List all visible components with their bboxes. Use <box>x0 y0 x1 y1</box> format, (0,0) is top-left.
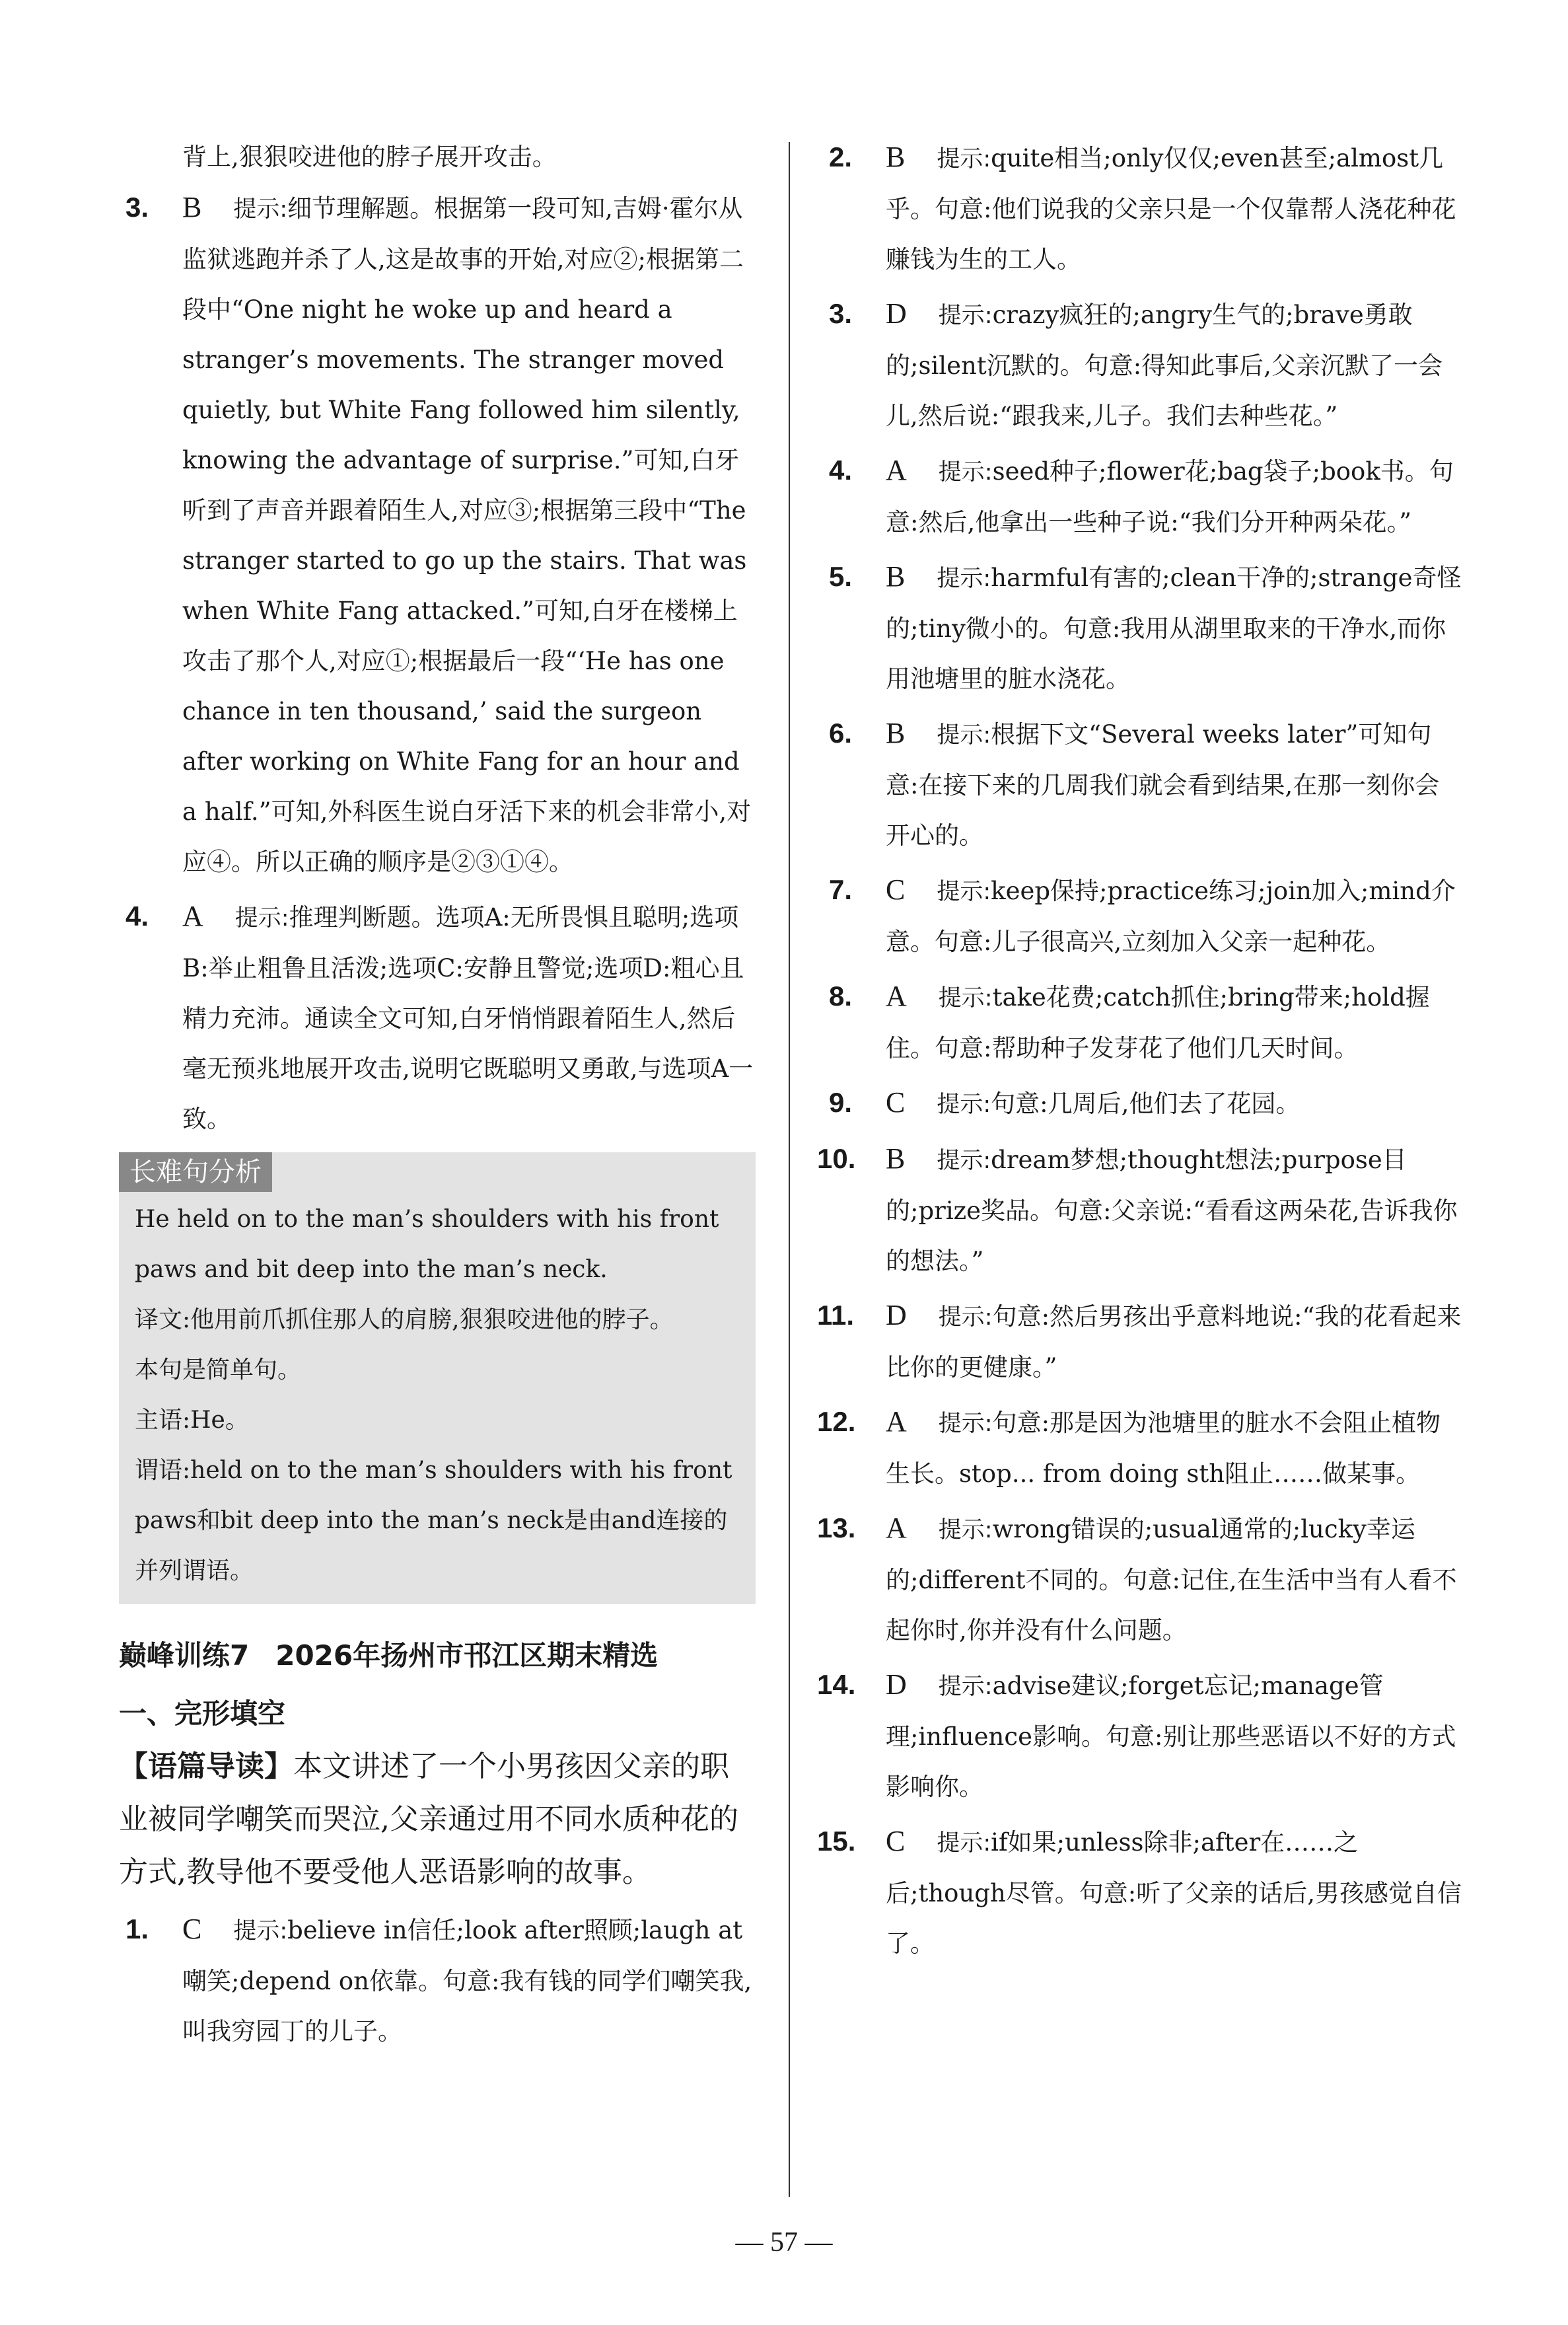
answer-item <box>817 1134 1463 1286</box>
section-title-b: 2026年扬州市邗江区期末精选 <box>275 1639 659 1672</box>
item-number: 11. <box>817 1300 855 1331</box>
answer-item <box>822 971 1463 1074</box>
item-number: 9. <box>829 1087 853 1118</box>
hint-label: 提示: <box>233 1918 288 1944</box>
item-explanation: 句意:然后男孩出乎意料地说:“我的花看起来比你的更健康。” <box>886 1302 1462 1382</box>
item-number: 5. <box>829 561 853 592</box>
right-column <box>817 132 1463 1973</box>
continuation-text: 背上,狠狠咬进他的脖子展开攻击。 <box>182 143 557 171</box>
answer-item <box>822 289 1463 441</box>
item-number: 7. <box>829 874 853 905</box>
answer-item <box>822 552 1463 704</box>
hint-label: 提示: <box>234 905 289 932</box>
intro-tag: 【语篇导读】 <box>119 1750 293 1783</box>
section-title-a: 巅峰训练7 <box>119 1639 250 1672</box>
item-number: 14. <box>817 1669 856 1700</box>
answer-item <box>817 1816 1463 1969</box>
sub-heading: 一、完形填空 <box>119 1697 286 1730</box>
intro-text: 本文讲述了一个小男孩因父亲的职业被同学嘲笑而哭泣,父亲通过用不同水质种花的方式,教导他不要受他人恶语影响的故事。 <box>119 1750 738 1889</box>
sentence-analysis-box <box>119 1152 756 1604</box>
hint-label: 提示: <box>937 879 991 905</box>
hint-label: 提示: <box>938 1411 993 1437</box>
item-answer: A <box>886 980 907 1012</box>
analysis-line: He held on to the man’s shoulders with his front paws and bit deep into the man’s neck. <box>135 1206 719 1283</box>
analysis-line: 本句是简单句。 <box>135 1356 302 1384</box>
item-explanation: 句意:那是因为池塘里的脏水不会阻止植物生长。stop... from doing sth阻止……做某事。 <box>886 1409 1441 1488</box>
analysis-line: 译文:他用前爪抓住那人的肩膀,狠狠咬进他的脖子。 <box>135 1306 674 1333</box>
item-explanation: seed种子;flower花;bag袋子;book书。句意:然后,他拿出一些种子说:“我们分开种两朵花。” <box>886 457 1454 536</box>
answer-item <box>822 865 1463 967</box>
analysis-title: 长难句分析 <box>119 1152 272 1192</box>
item-answer: A <box>886 1405 907 1438</box>
hint-label: 提示: <box>938 459 993 486</box>
item-explanation: dream梦想;thought想法;purpose目的;prize奖品。句意:父亲说:“看看这两朵花,告诉我你的想法。” <box>886 1146 1458 1275</box>
item-answer: B <box>886 560 906 593</box>
item-number: 10. <box>817 1143 856 1174</box>
item-explanation: 根据下文“Several weeks later”可知句意:在接下来的几周我们就会看到结果,在那一刻你会开心的。 <box>886 720 1440 850</box>
answer-item <box>822 132 1463 285</box>
item-answer: B <box>886 717 906 749</box>
hint-label: 提示: <box>938 303 993 329</box>
item-number: 15. <box>817 1826 856 1857</box>
passage-intro <box>119 1740 756 1899</box>
item-explanation: 细节理解题。根据第一段可知,吉姆·霍尔从监狱逃跑并杀了人,这是故事的开始,对应②;根据第二段中“One night he woke up and heard a stranger’s movements. The stranger moved quietly, but White Fang followed him silently, knowing the advantage of surprise.”可知,白牙听到了声音并跟着陌生人,对应③;根据第三段中“The stranger started to go up the stairs. That was when White Fang attacked.”可知,白牙在楼梯上攻击了那个人,对应①;根据最后一段“‘He has one chance in ten thousand,’ said the surgeon after working on White Fang for an hour and a half.”可知,外科医生说白牙活下来的机会非常小,对应④。所以正确的顺序是②③①④。 <box>182 194 752 876</box>
answer-item <box>817 1290 1463 1393</box>
answer-item <box>817 1397 1463 1499</box>
answer-item <box>817 1660 1463 1812</box>
answer-item <box>119 1904 756 2057</box>
item-explanation: wrong错误的;usual通常的;lucky幸运的;different不同的。句意:记住,在生活中当有人看不起你时,你并没有什么问题。 <box>886 1515 1457 1644</box>
item-answer: D <box>886 297 907 330</box>
analysis-line: 主语:He。 <box>135 1407 249 1434</box>
item-number: 4. <box>125 901 149 932</box>
item-answer: D <box>886 1668 907 1701</box>
item-answer: A <box>886 1512 907 1544</box>
hint-label: 提示: <box>938 1304 993 1331</box>
item-number: 3. <box>829 298 853 329</box>
item-answer: B <box>182 191 202 223</box>
hint-label: 提示: <box>937 1148 991 1174</box>
item-number: 8. <box>829 980 853 1012</box>
item-answer: C <box>182 1913 202 1945</box>
item-answer: A <box>182 900 203 932</box>
hint-label: 提示: <box>937 1830 991 1857</box>
item-number: 12. <box>817 1406 856 1437</box>
item-number: 3. <box>125 192 149 223</box>
item-number: 13. <box>817 1512 856 1543</box>
item-answer: C <box>886 1825 906 1857</box>
item-answer: B <box>886 141 906 173</box>
answer-item <box>822 708 1463 861</box>
page-number: — 57 — <box>735 2227 833 2258</box>
section-heading <box>119 1624 756 1687</box>
answer-item <box>119 891 756 1144</box>
item-number: 2. <box>829 141 853 172</box>
hint-label: 提示: <box>938 1674 993 1700</box>
item-explanation: 句意:几周后,他们去了花园。 <box>991 1089 1301 1118</box>
item-explanation: crazy疯狂的;angry生气的;brave勇敢的;silent沉默的。句意:得知此事后,父亲沉默了一会儿,然后说:“跟我来,儿子。我们去种些花。” <box>886 301 1443 430</box>
answer-item <box>822 445 1463 548</box>
hint-label: 提示: <box>937 722 991 749</box>
item-answer: A <box>886 454 907 486</box>
hint-label: 提示: <box>937 1091 991 1118</box>
answer-item <box>119 182 756 887</box>
item-number: 1. <box>125 1913 149 1944</box>
item-explanation: quite相当;only仅仅;even甚至;almost几乎。句意:他们说我的父亲只是一个仅靠帮人浇花种花赚钱为生的工人。 <box>886 144 1456 274</box>
item-answer: C <box>886 1086 906 1119</box>
item-explanation: keep保持;practice练习;join加入;mind介意。句意:儿子很高兴,立刻加入父亲一起种花。 <box>886 877 1456 956</box>
column-divider <box>789 142 790 2197</box>
hint-label: 提示: <box>233 196 288 223</box>
answer-item <box>822 1078 1463 1130</box>
hint-label: 提示: <box>937 146 991 172</box>
item-answer: C <box>886 873 906 906</box>
item-number: 4. <box>829 455 853 486</box>
item-explanation: take花费;catch抓住;bring带来;hold握住。句意:帮助种子发芽花了他们几天时间。 <box>886 983 1430 1062</box>
item-explanation: advise建议;forget忘记;manage管理;influence影响。句意:别让那些恶语以不好的方式影响你。 <box>886 1672 1456 1801</box>
item-explanation: harmful有害的;clean干净的;strange奇怪的;tiny微小的。句意:我用从湖里取来的干净水,而你用池塘里的脏水浇花。 <box>886 564 1462 693</box>
analysis-line: 谓语:held on to the man’s shoulders with his front paws和bit deep into the man’s neck是由and连接的并列谓语。 <box>135 1457 732 1584</box>
answer-item <box>817 1503 1463 1656</box>
hint-label: 提示: <box>937 566 991 592</box>
item-answer: B <box>886 1142 906 1175</box>
item-number: 6. <box>829 718 853 749</box>
hint-label: 提示: <box>938 1517 993 1543</box>
item-explanation: believe in信任;look after照顾;laugh at嘲笑;depend on依靠。句意:我有钱的同学们嘲笑我,叫我穷园丁的儿子。 <box>182 1916 752 2046</box>
item-explanation: 推理判断题。选项A:无所畏惧且聪明;选项B:举止粗鲁且活泼;选项C:安静且警觉;选项D:粗心且精力充沛。通读全文可知,白牙悄悄跟着陌生人,然后毫无预兆地展开攻击,说明它既聪明又勇敢,与选项A一致。 <box>182 903 754 1133</box>
left-column <box>119 132 756 2061</box>
hint-label: 提示: <box>938 985 993 1012</box>
item-answer: D <box>886 1299 907 1331</box>
item-explanation: if如果;unless除非;after在……之后;though尽管。句意:听了父亲的话后,男孩感觉自信了。 <box>886 1828 1462 1958</box>
